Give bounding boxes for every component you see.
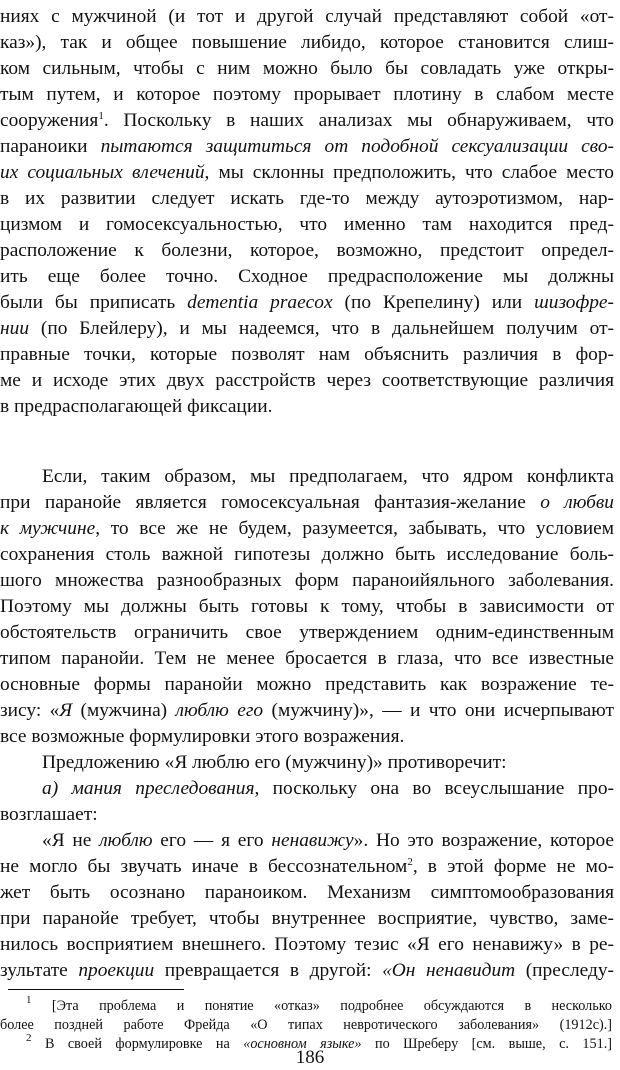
text-line: были бы приписать dementia praecox (по Крепелину) или шизофре- bbox=[0, 292, 614, 313]
text-line: зису: «Я (мужчина) люблю его (мужчину)», — и что они исчерпывают bbox=[0, 700, 614, 721]
text-line: в предрасполагающей фиксации. bbox=[0, 396, 273, 417]
footnote-divider bbox=[8, 989, 184, 990]
text-line: ить еще более точно. Сходное предрасположение мы должны bbox=[0, 266, 614, 287]
text-line: правные точки, которые позволят нам объяснить различия в фор- bbox=[0, 344, 614, 365]
text-line: сооружения$^1$. Поскольку в наших анализах мы обнаруживаем, что bbox=[0, 110, 614, 131]
text-line: при паранойе требует, чтобы внутреннее восприятие, чувство, заме- bbox=[0, 908, 614, 929]
text-line: в их развитии следует искать где-то между аутоэротизмом, нар- bbox=[0, 188, 614, 209]
text-line: Поэтому мы должны быть готовы к тому, чтобы в зависимости от bbox=[0, 596, 614, 617]
text-line: к мужчине, то все же не будем, разумеется, забывать, что условием bbox=[0, 518, 614, 539]
text-line: Если, таким образом, мы предполагаем, что ядром конфликта bbox=[42, 466, 614, 487]
text-line: типом паранойи. Тем не менее бросается в глаза, что все известные bbox=[0, 648, 614, 669]
paragraph-3: Предложению «Я люблю его (мужчину)» противоречит: bbox=[42, 752, 507, 773]
text-line: цизмом и гомосексуальностью, что именно там находится пред- bbox=[0, 214, 614, 235]
text-line: все возможные формулировки этого возражения. bbox=[0, 726, 405, 747]
text-line: каз»), так и общее повышение либидо, которое становится слиш- bbox=[0, 32, 614, 53]
footnote-ref-1: 1 bbox=[98, 110, 104, 122]
footnote-ref-2: 2 bbox=[407, 856, 413, 868]
footnote-1: $^1$ [Эта проблема и понятие «отказ» подробнее обсуждаются в несколько bbox=[26, 994, 612, 1014]
text-line: основные формы паранойи можно представить как возражение те- bbox=[0, 674, 614, 695]
text-line: обстоятельств ограничить свое утверждением одним-единственным bbox=[0, 622, 614, 643]
text-line: расположение к болезни, которое, возможно, предстоит определ- bbox=[0, 240, 614, 261]
text-line: «Я не люблю его — я его ненавижу». Но это возражение, которое bbox=[42, 830, 614, 851]
text-line: зультате проекции превращается в другой: «Он ненавидит (преследу- bbox=[0, 960, 614, 981]
text-line: их социальных влечений, мы склонны предположить, что слабое место bbox=[0, 162, 614, 183]
text-line: ком сильным, чтобы с ним можно было бы совладать уже откры- bbox=[0, 58, 614, 79]
text-line: ме и исходе этих двух расстройств через соответствующие различия bbox=[0, 370, 614, 391]
page-number: 186 bbox=[295, 1047, 325, 1068]
text-line: а) мания преследования, поскольку она во всеуслышание про- bbox=[42, 778, 614, 799]
text-line: не могло бы звучать иначе в бессознательном$^2$, в этой форме не мо- bbox=[0, 856, 614, 877]
text-line: шого множества разнообразных форм параноийяльного заболевания. bbox=[0, 570, 614, 591]
text-line: возглашает: bbox=[0, 804, 98, 825]
text-line: жет быть осознано параноиком. Механизм симптомообразования bbox=[0, 882, 614, 903]
footnote-2: $^2$ В своей формулировке на «основном языке» по Шреберу [см. выше, с. 151.] bbox=[26, 1032, 612, 1052]
text-line: нилось восприятием внешнего. Поэтому тезис «Я его ненавижу» в ре- bbox=[0, 934, 614, 955]
text-line: тым путем, и которое поэтому прорывает плотину в слабом месте bbox=[0, 84, 614, 105]
text-line: параноики пытаются защититься от подобной сексуализации сво- bbox=[0, 136, 614, 157]
text-line: при паранойе является гомосексуальная фантазия-желание о любви bbox=[0, 492, 615, 513]
text-line: сохранения столь важной гипотезы должно быть исследование боль- bbox=[0, 544, 614, 565]
text-line: ниях с мужчиной (и тот и другой случай представляют собой «от- bbox=[0, 6, 614, 27]
footnote-1-cont: более поздней работе Фрейда «О типах невротического заболевания» (1912c).] bbox=[0, 1017, 612, 1033]
text-line: нии (по Блейлеру), и мы надеемся, что в дальнейшем получим от- bbox=[0, 318, 614, 339]
